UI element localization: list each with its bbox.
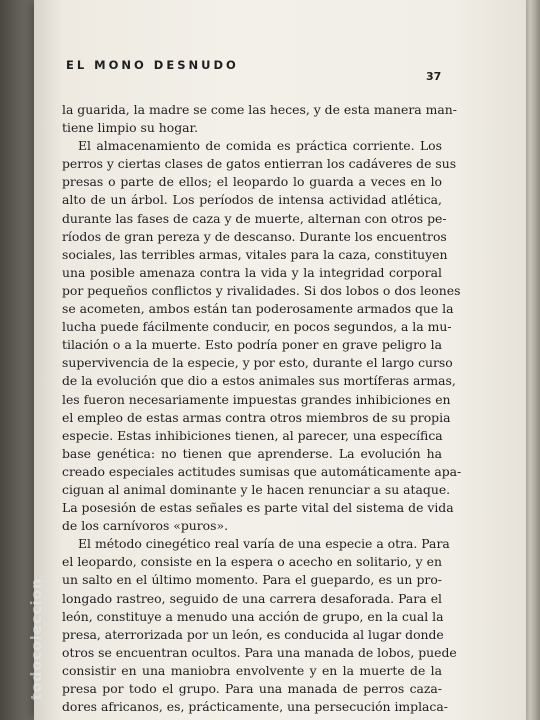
text-line: supervivencia de la especie, y por esto, durante el largo curso <box>62 355 453 371</box>
book-edge-right <box>524 0 540 720</box>
text-line: tilación o a la muerte. Esto podría poner en grave peligro la <box>62 337 442 353</box>
text-line: longado rastreo, seguido de una carrera desaforada. Para el <box>62 590 442 606</box>
text-line: alto de un árbol. Los períodos de intensa actividad atlética, <box>62 192 442 208</box>
running-head: EL MONO DESNUDO <box>66 58 239 72</box>
text-line: dores africanos, es, prácticamente, una persecución implaca- <box>62 699 448 715</box>
text-line: presa, aterrorizada por un león, es conducida al lugar donde <box>62 626 444 642</box>
text-line: ciguan al animal dominante y le hacen renunciar a su ataque. <box>62 481 451 497</box>
text-line: de la evolución que dio a estos animales sus mortíferas armas, <box>62 373 456 389</box>
text-line: presa por todo el grupo. Para una manada de perros caza- <box>62 681 442 696</box>
text-line: una posible amenaza contra la vida y la integridad corporal <box>62 264 442 280</box>
text-line: La posesión de estas señales es parte vital del sistema de vida <box>62 500 454 516</box>
text-line: un salto en el último momento. Para el guepardo, es un pro- <box>62 572 442 588</box>
text-line: perros y ciertas clases de gatos entierran los cadáveres de sus <box>62 156 457 172</box>
text-line: león, constituye a menudo una acción de grupo, en la cual la <box>62 608 444 624</box>
text-line: El método cinegético real varía de una especie a otra. Para <box>78 536 450 552</box>
text-line: El almacenamiento de comida es práctica corriente. Los <box>78 138 442 154</box>
watermark-text: todocoleccion <box>29 577 45 700</box>
text-line: especie. Estas inhibiciones tienen, al parecer, una específica <box>62 427 443 443</box>
text-line: el leopardo, consiste en la espera o acecho en solitario, y en <box>62 554 442 570</box>
text-line: otros se encuentran ocultos. Para una manada de lobos, puede <box>62 644 457 660</box>
text-line: se acometen, ambos están tan poderosamente armados que la <box>62 301 454 317</box>
text-line: consistir en una maniobra envolvente y en la muerte de la <box>62 662 442 678</box>
text-line: de los carnívoros «puros». <box>62 518 229 534</box>
text-line: durante las fases de caza y de muerte, alternan con otros pe- <box>62 210 447 226</box>
text-line: sociales, las terribles armas, vitales para la caza, constituyen <box>62 246 448 262</box>
text-line: el empleo de estas armas contra otros miembros de su propia <box>62 409 451 425</box>
body-text <box>62 101 462 716</box>
text-line: les fueron necesariamente impuestas grandes inhibiciones en <box>62 391 451 407</box>
text-line: presas o parte de ellos; el leopardo lo guarda a veces en lo <box>62 174 442 190</box>
page-number: 37 <box>426 70 442 83</box>
text-line: creado especiales actitudes sumisas que automáticamente apa- <box>62 463 462 479</box>
watermark <box>2 540 45 710</box>
text-line: por pequeños conflictos y rivalidades. Si dos lobos o dos leones <box>62 282 461 298</box>
text-line: base genética: no tienen que aprenderse. La evolución ha <box>62 445 442 461</box>
text-line: lucha puede fácilmente conducir, en pocos segundos, a la mu- <box>62 319 452 335</box>
text-line: la guarida, la madre se come las heces, y de esta manera man- <box>62 102 457 117</box>
text-line: tiene limpio su hogar. <box>62 120 199 136</box>
text-line: ríodos de gran pereza y de descanso. Durante los encuentros <box>62 228 447 244</box>
